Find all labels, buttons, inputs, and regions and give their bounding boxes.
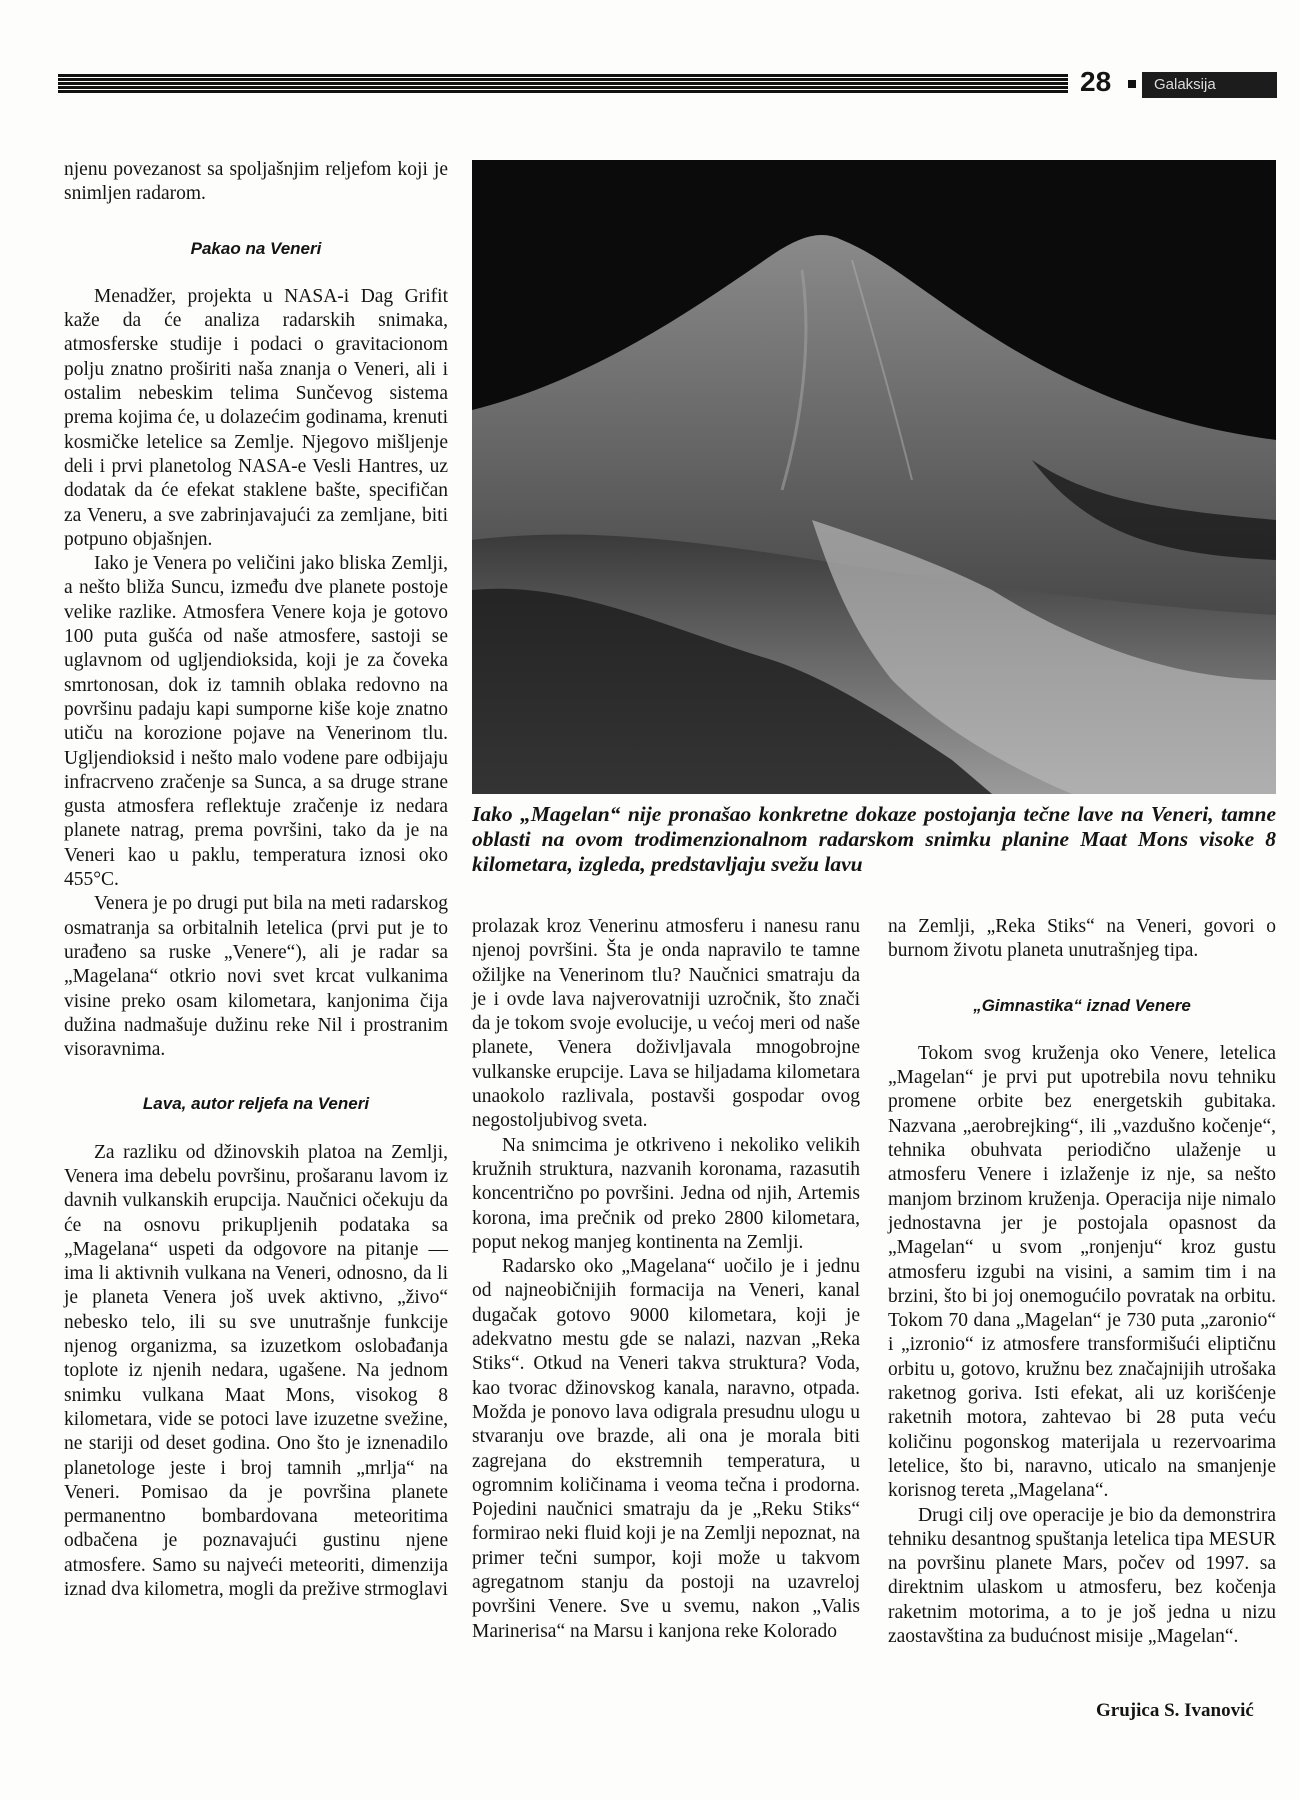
header-rule <box>58 74 1068 94</box>
column-right <box>888 915 1276 1649</box>
page-number: 28 <box>1080 66 1112 97</box>
paragraph: Venera je po drugi put bila na meti radarskog osmatranja sa orbitalnih letelica (prvi put je to urađeno sa ruske „Venere“), ali je radar sa „Magelana“ otkrio novi svet krcat vulkanima visine preko osam kilometara, kanjonima čija dužina nadmašuje dužinu reke Nil i prostranim visoravnima. <box>64 893 448 1061</box>
paragraph: Drugi cilj ove operacije je bio da demonstrira tehniku desantnog spuštanja letelica tipa MESUR na površinu planete Mars, počev od 1997. sa direktnim ulaskom u atmosferu, bez kočenja raketnim motorima, a to je još jedna u nizu zaostavština za budućnost misije „Magelan“. <box>888 1504 1276 1648</box>
author-signature: Grujica S. Ivanović <box>1096 1700 1254 1721</box>
section-heading-pakao: Pakao na Veneri <box>190 238 322 258</box>
volcano-illustration <box>472 160 1276 794</box>
image-caption: Iako „Magelan“ nije pronašao konkretne dokaze postojanja tečne lave na Veneri, tamne oblasti na ovom trodimenzionalnom radarskom snimku planine Maat Mons visoke 8 kilometara, izgleda, predstavljaju svežu lavu <box>472 802 1276 876</box>
column-middle <box>472 915 860 1644</box>
header-bullet <box>1128 80 1136 88</box>
maat-mons-radar-image <box>472 160 1276 794</box>
section-heading-gimnastika: „Gimnastika“ iznad Venere <box>973 995 1191 1015</box>
magazine-name: Galaksija <box>1142 72 1277 98</box>
paragraph: Iako je Venera po veličini jako bliska Zemlji, a nešto bliža Suncu, između dve planete postoje velike razlike. Atmosfera Venere koja je gotovo 100 puta gušća od naše atmosfere, sastoji se uglavnom od ugljendioksida, koji je za čoveka smrtonosan, dok iz tamnih oblaka redovno na površinu padaju kapi sumporne kiše koje znatno utiču na korozione pojave na Venerinom tlu. Ugljendioksid i nešto malo vodene pare odbijaju infracrveno zračenje sa Sunca, a sa druge strane gusta atmosfera reflektuje zračenje iz nedara planete natrag, prema površini, tako da je na Veneri kao u paklu, temperatura iznosi oko 455°C. <box>64 553 448 891</box>
paragraph: Za razliku od džinovskih platoa na Zemlji, Venera ima debelu površinu, prošaranu lavom iz davnih vulkanskih erupcija. Naučnici očekuju da će na osnovu prikupljenih podataka sa „Magelana“ uspeti da odgovore na pitanje — ima li aktivnih vulkana na Veneri, odnosno, da li je planeta Venera još uvek aktivno, „živo“ nebesko telo, ili su sve unutrašnje funkcije njenog organizma, sa izuzetkom oslobađanja toplote iz njenih nedara, ugašene. Na jednom snimku vulkana Maat Mons, visokog 8 kilometara, vide se potoci lave izuzetne svežine, ne stariji od deset godina. Ono što je iznenadilo planetologe jeste i broj tamnih „mrlja“ na Veneri. Pomisao da je površina planete permanentno bombardovana meteoritima odbačena je poznavajući gustinu njene atmosfere. Samo su najveći meteoriti, dimenzija iznad dva kilometra, mogli da prežive strmoglavi <box>64 1141 448 1601</box>
paragraph: prolazak kroz Venerinu atmosferu i nanesu ranu njenoj površini. Šta je onda napravilo te tamne ožiljke na Venerinom tlu? Naučnici smatraju da je i ovde lava najverovatniji uzročnik, što znači da je tokom svoje evolucije, u većoj meri od naše planete, Venera doživljavala mnogobrojne vulkanske erupcije. Lava se hiljadama kilometara unaokolo razlivala, postavši gospodar ovog negostoljubivog sveta. <box>472 916 860 1132</box>
paragraph: Menadžer, projekta u NASA-i Dag Grifit kaže da će analiza radarskih snimaka, atmosferske studije i podaci o gravitacionom polju znatno proširiti naša znanja o Veneri, ali i ostalim nebeskim telima Sunčevog sistema prema kojima će, u dolazećim godinama, krenuti kosmičke letelice sa Zemlje. Njegovo mišljenje deli i prvi planetolog NASA-e Vesli Hantres, uz dodatak da će efekat staklene bašte, specifičan za Veneru, a sve zabrinjavajući za zemljane, biti potpuno objašnjen. <box>64 285 448 550</box>
paragraph: na Zemlji, „Reka Stiks“ na Veneri, govori o burnom životu planeta unutrašnjeg tipa. <box>888 916 1276 962</box>
paragraph: Radarsko oko „Magelana“ uočilo je i jednu od najneobičnijih formacija na Veneri, kanal dugačak gotovo 9000 kilometara, koji je adekvatno mestu gde se nalazi, nazvan „Reka Stiks“. Otkud na Veneri takva struktura? Voda, kao tvorac džinovskog kanala, naravno, otpada. Možda je ponovo lava odigrala presudnu ulogu u stvaranju ove brazde, ali ona je morala biti zagrejana do ekstremnih temperatura, u ogromnim količinama i veoma tečna i prodorna. Pojedini naučnici smatraju da je „Reku Stiks“ formirao neki fluid koji je na Zemlji nepoznat, na primer tečni sumpor, koji može u takvom agregatnom stanju da postoji na uzavreloj površini Venere. Sve u svemu, nakon „Valis Marinerisa“ na Marsu i kanjona reke Kolorado <box>472 1256 860 1642</box>
paragraph: njenu povezanost sa spoljašnjim reljefom koji je snimljen radarom. <box>64 159 448 205</box>
paragraph: Na snimcima je otkriveno i nekoliko velikih kružnih struktura, nazvanih koronama, razasutih koncentrično po površini. Jedna od njih, Artemis korona, ima prečnik od preko 2800 kilometara, poput nekog manjeg kontinenta na Zemlji. <box>472 1134 860 1253</box>
column-left <box>64 158 448 1602</box>
paragraph: Tokom svog kruženja oko Venere, letelica „Magelan“ je prvi put upotrebila novu tehniku promene orbite bez energetskih gubitaka. Nazvana „aerobrejking“, ili „vazdušno kočenje“, tehnika obuhvata periodično ulaženje u atmosferu Venere i izlaženje iz nje, sa nešto manjom brzinom kruženja. Operacija nije nimalo jednostavna jer je postojala opasnost da „Magelan“ u svom „ronjenju“ kroz gustu atmosferu izgubi na visini, a samim tim i na brzini, što bi joj onemogućilo povratak na orbitu. Tokom 70 dana „Magelan“ je 730 puta „zaronio“ i „izronio“ iz atmosfere transformišući eliptičnu orbitu u, gotovo, kružnu bez značajnijih utrošaka raketnog goriva. Isti efekat, ali uz korišćenje raketnih motora, zahtevao bi 28 puta veću količinu pogonskog materijala u rezervoarima letelice, što bi, naravno, uticalo na smanjenje korisnog tereta „Magelana“. <box>888 1042 1276 1502</box>
section-heading-lava: Lava, autor reljefa na Veneri <box>142 1094 370 1114</box>
